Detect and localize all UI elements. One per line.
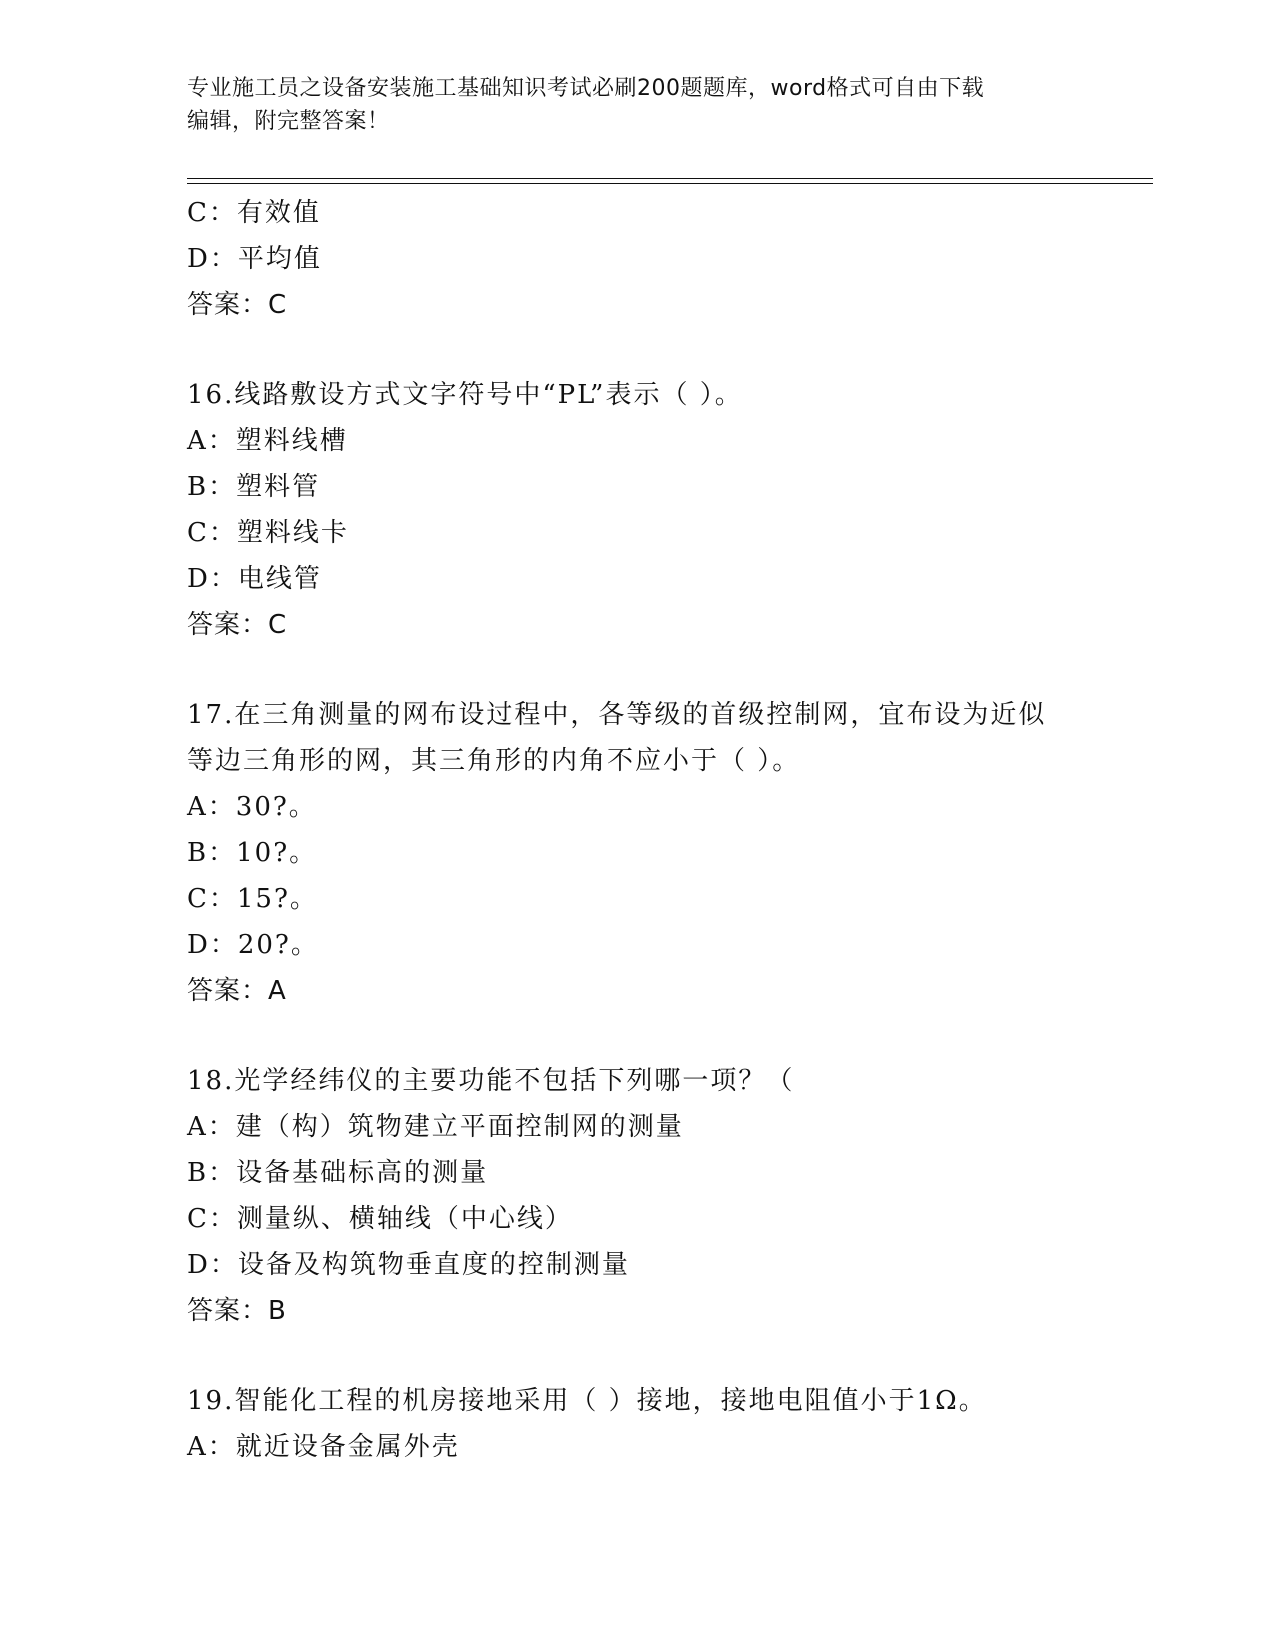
option-a: A：就近设备金属外壳 <box>187 1432 460 1462</box>
answer-line: 答案：A <box>187 976 287 1006</box>
option-b: B：塑料管 <box>187 472 321 502</box>
option-d: D：20?。 <box>187 930 319 960</box>
header-title-line-2: 编辑，附完整答案！ <box>187 109 390 134</box>
header-divider-bottom <box>187 183 1153 184</box>
option-b: B：10?。 <box>187 838 318 868</box>
question-18 <box>187 1058 1147 1334</box>
question-list <box>187 190 1147 1470</box>
option-c: C：测量纵、横轴线（中心线） <box>187 1204 573 1234</box>
option-a: A：建（构）筑物建立平面控制网的测量 <box>187 1112 684 1142</box>
document-header <box>187 72 1087 138</box>
answer-line: 答案：C <box>187 290 288 320</box>
question-stem-line-2: 等边三角形的网，其三角形的内角不应小于（ ）。 <box>187 746 801 776</box>
question-stem: 18.光学经纬仪的主要功能不包括下列哪一项？（ <box>187 1066 795 1096</box>
header-title-line-1: 专业施工员之设备安装施工基础知识考试必刷200题题库，word格式可自由下载 <box>187 76 985 101</box>
option-b: B：设备基础标高的测量 <box>187 1158 489 1188</box>
header-divider-top <box>187 178 1153 179</box>
option-c: C：15?。 <box>187 884 318 914</box>
option-a: A：30?。 <box>187 792 317 822</box>
option-d: D：电线管 <box>187 564 322 594</box>
option-a: A：塑料线槽 <box>187 426 348 456</box>
option-c: C：有效值 <box>187 198 321 228</box>
question-16 <box>187 372 1147 648</box>
option-d: D：设备及构筑物垂直度的控制测量 <box>187 1250 630 1280</box>
question-stem: 19.智能化工程的机房接地采用（ ）接地，接地电阻值小于1Ω。 <box>187 1386 987 1416</box>
question-19 <box>187 1378 1147 1470</box>
question-15-tail <box>187 190 1147 328</box>
option-d: D：平均值 <box>187 244 322 274</box>
question-stem-line-1: 17.在三角测量的网布设过程中，各等级的首级控制网，宜布设为近似 <box>187 700 1047 730</box>
question-stem: 16.线路敷设方式文字符号中“PL”表示（ ）。 <box>187 380 743 410</box>
question-17 <box>187 692 1147 1014</box>
answer-line: 答案：C <box>187 610 288 640</box>
answer-line: 答案：B <box>187 1296 287 1326</box>
option-c: C：塑料线卡 <box>187 518 349 548</box>
